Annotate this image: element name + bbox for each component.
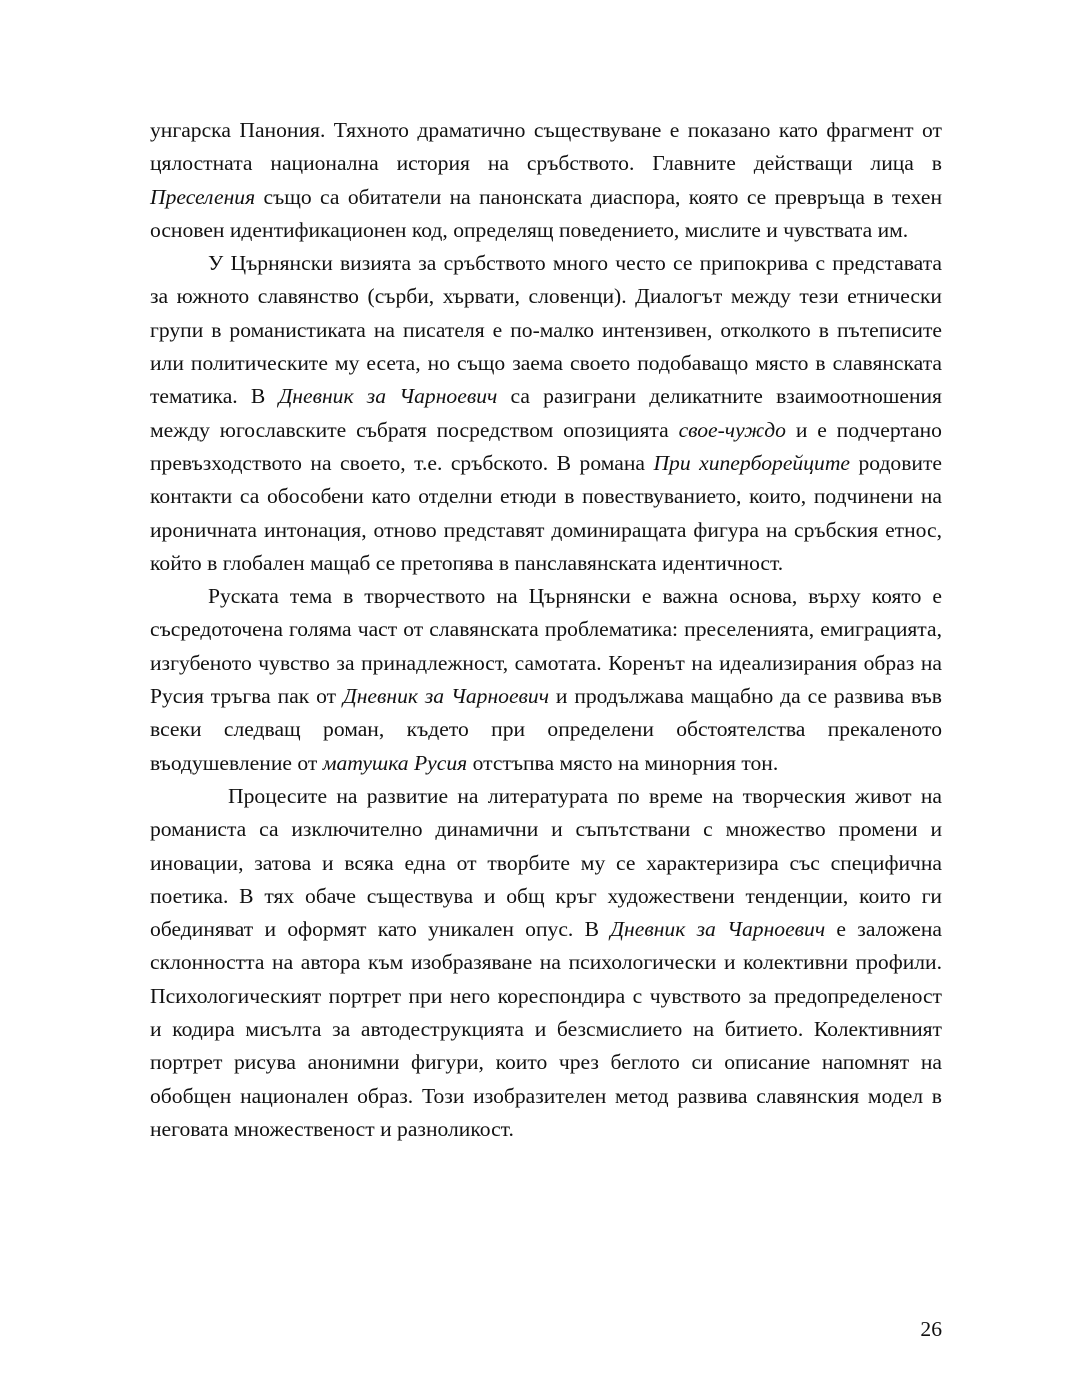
- paragraph-4: [150, 780, 942, 1146]
- italic-title-dnevnik: Дневник за Чарноевич: [342, 684, 550, 709]
- paragraph-4-text: Процесите на развитие на литературата по време на творческия живот на романиста са изключително динамични и съпътствани с множество промени и иновации, затова и всяка една от творбите му се характеризира със специфична поетика. В тях обаче съществува и общ кръг художествени тенденции, които ги обединяват и оформят като уникален опус. В: [150, 783, 942, 942]
- paragraph-3-text: отстъпва място на минорния тон.: [467, 750, 779, 775]
- italic-title-hiperboreici: При хиперборейците: [653, 450, 850, 475]
- paragraph-2: [150, 247, 942, 580]
- paragraph-1-text: унгарска Панония. Тяхното драматично съществуване е показано като фрагмент от цялостната национална история на сръбството. Главните действащи лица в: [150, 118, 942, 176]
- paragraph-3-text: Руската тема в творчеството на Църнянски е важна основа, върху която е съсредоточена голяма част от славянската проблематика: преселенията, емиграцията, изгубеното чувство за принадлежност, самотата. Коренът на идеализирания образ на Русия тръгва пак от: [150, 584, 942, 709]
- italic-title-dnevnik: Дневник за Чарноевич: [610, 917, 826, 942]
- paragraph-1-text: също са обитатели на панонската диаспора, която се превръща в техен основен идентификационен код, определящ поведението, мислите и чувствата им.: [150, 184, 942, 242]
- paragraph-3-text: и продължава мащабно да се развива във всеки следващ роман, където при определени обстоятелства прекаленото въодушевление от: [150, 684, 942, 775]
- italic-term-matushka-rusia: матушка Русия: [322, 750, 468, 775]
- paragraph-2-text: и е подчертано превъзходството на своето, т.е. сръбското. В романа: [150, 417, 942, 475]
- document-body: [150, 114, 942, 1146]
- paragraph-2-text: родовите контакти са обособени като отделни етюди в повествуванието, които, подчинени на ироничната интонация, отново представят доминиращата фигура на сръбския етнос, който в глобален мащаб се претопява в панславянската идентичност.: [150, 450, 943, 575]
- italic-term-svoe-chuzhdo: свое-чуждо: [678, 417, 786, 442]
- paragraph-2-text: У Църнянски визията за сръбството много често се припокрива с представата за южното славянство (сърби, хървати, словенци). Диалогът между тези етнически групи в романистиката на писателя е по-малко интензивен, отколкото в пътеписите или политическите му есета, но също заема своето подобаващо място в славянската тематика. В: [150, 251, 942, 409]
- paragraph-1: [150, 114, 942, 247]
- paragraph-3: [150, 580, 942, 780]
- paragraph-4-text: е заложена склонността на автора към изобразяване на психологически и колективни профили. Психологическият портрет при него кореспондира с чувството за предопределеност и кодира мисълта за автодеструкцията и безсмислието на битието. Колективният портрет рисува анонимни фигури, които чрез беглото си описание напомнят на обобщен национален образ. Този изобразителен метод развива славянския модел в неговата множественост и разноликост.: [150, 917, 942, 1141]
- italic-title-dnevnik: Дневник за Чарноевич: [278, 384, 498, 409]
- page-number: 26: [920, 1317, 942, 1341]
- italic-title-preselenia: Преселения: [150, 184, 256, 209]
- paragraph-2-text: са разиграни деликатните взаимоотношения между югославските събратя посредством опозицията: [150, 384, 942, 442]
